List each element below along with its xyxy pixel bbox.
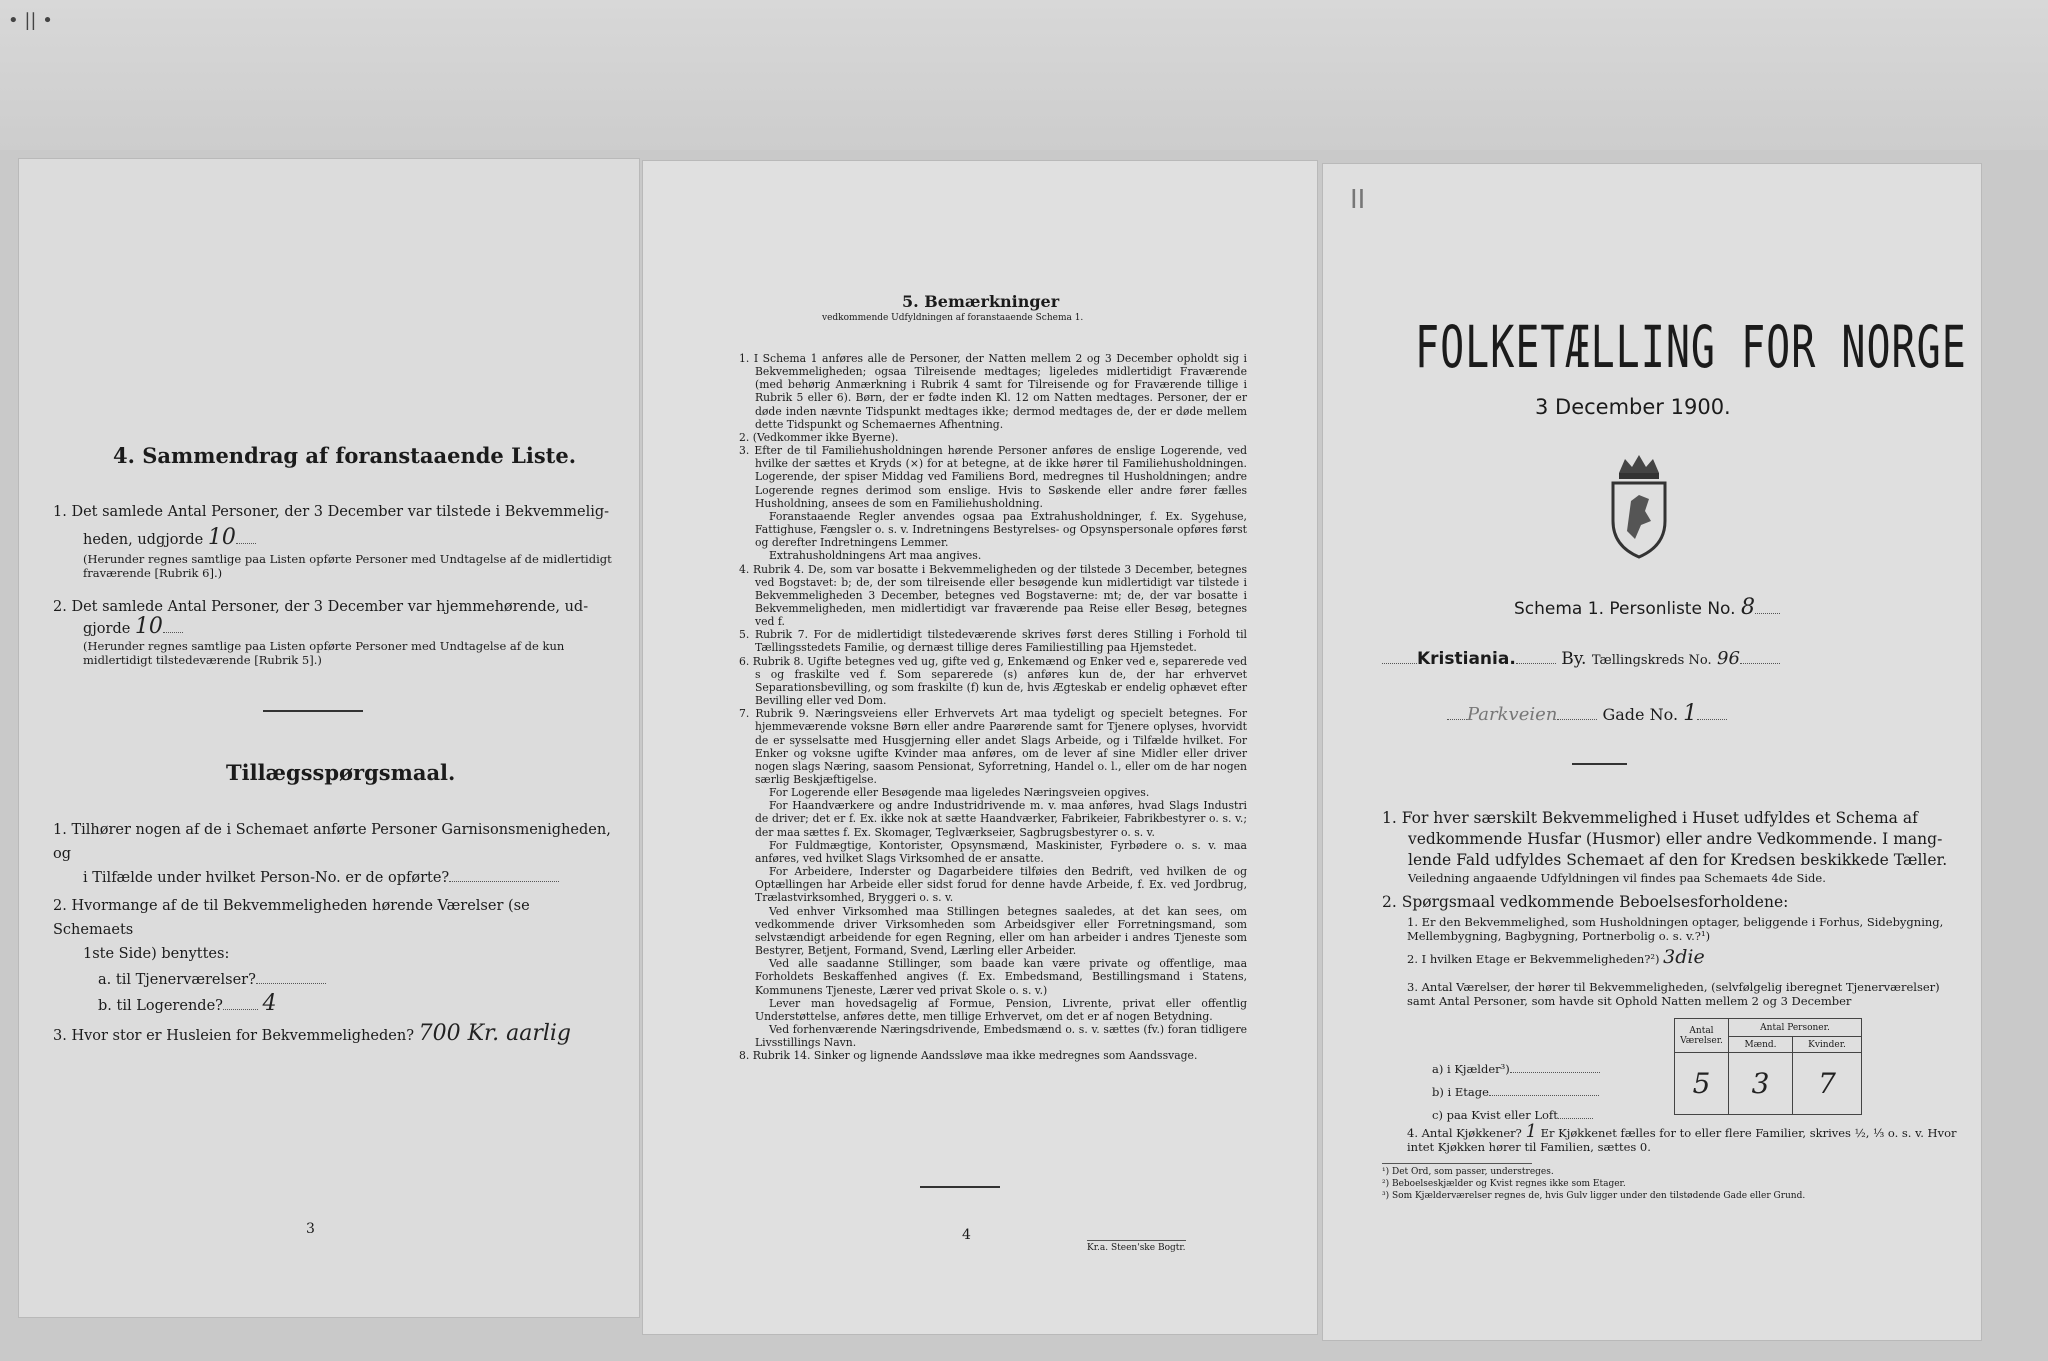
head-women: Kvinder.: [1793, 1037, 1862, 1053]
q2-value: 10: [134, 614, 163, 639]
remark-paragraph: 1. I Schema 1 anføres alle de Personer, der Natten mellem 2 og 3 December opholdt sig i Bekvemmeligheden; ogsaa Tilreisende medtages; ligeledes midlertidigt Fraværende (med behørig Anmærkning i Rubrik 4 samt for Tilreisende og for Fraværende tillige i Rubrik 5 eller 6). Børn, der er fødte inden Kl. 12 om Natten medtages. Personer, der er døde inden nævnte Tidspunkt medtages ikke; dermod medtages de, der er døde mellem dette Tidspunkt og Schemaernes Afhentning.: [739, 352, 1247, 431]
i1-line1: 1. For hver særskilt Bekvemmelighed i Huset udfyldes et Schema af: [1382, 809, 1918, 827]
remark-paragraph: Ved forhenværende Næringsdrivende, Embedsmænd o. s. v. sættes (fv.) foran tidligere Livsstillings Navn.: [755, 1022, 1247, 1050]
q1-note1: (Herunder regnes samtlige paa Listen opførte Personer med Undtagelse af de midlertidigt: [83, 552, 612, 566]
i2-4-rest: Er Kjøkkenet fælles for to eller flere Familier, skrives ½, ⅓ o. s. v. Hvor intet Kjøkken hører til Familien, sættes 0.: [1407, 1126, 1957, 1154]
q1-value: 10: [207, 525, 236, 550]
a2a: a. til Tjenerværelser?: [98, 972, 256, 988]
remark-paragraph: 8. Rubrik 14. Sinker og lignende Aandssløve maa ikke medregnes som Aandssvage.: [739, 1049, 1198, 1063]
instruction-2-1: 1. Er den Bekvemmelighed, som Husholdningen optager, beliggende i Forhus, Sidebygning, Mellembygning, Bagbygning, Portnerbolig o. s. v.?¹): [1407, 915, 1944, 943]
additional-questions: [53, 818, 613, 1048]
q1-note2: fraværende [Rubrik 6].): [83, 566, 223, 580]
divider: [1572, 763, 1627, 765]
additional-title: Tillægsspørgsmaal.: [226, 760, 456, 785]
summary-q2: [53, 598, 613, 667]
head-men: Mænd.: [1729, 1037, 1793, 1053]
schema-label: Schema 1. Personliste No.: [1514, 599, 1736, 619]
q2-note1: (Herunder regnes samtlige paa Listen opførte Personer med Undtagelse af de kun: [83, 639, 565, 653]
a2-line1: 2. Hvormange af de til Bekvemmeligheden hørende Værelser (se Schemaets: [53, 898, 530, 938]
divider: [263, 710, 363, 712]
rooms-value: 5: [1675, 1053, 1729, 1115]
remark-paragraph: 3. Efter de til Familiehusholdningen hørende Personer anføres de enslige Logerende, ved hvilke der sættes et Kryds (×) for at betegne, at de ikke hører til Familiehusholdningen. Logerende, der spiser Middag ved Familiens Bord, medregnes til Husholdningen; andre Logerende regnes derimod som enslige. Hvis to Søskende eller andre fører fælles Husholdning, ansees de som en Familiehusholdning.: [739, 444, 1247, 510]
footnote-3: ³) Som Kjælderværelser regnes de, hvis Gulv ligger under den tilstødende Gade eller Grund.: [1382, 1191, 1806, 1201]
q2-note2: midlertidigt tilstedeværende [Rubrik 5].): [83, 653, 322, 667]
a3: 3. Hvor stor er Husleien for Bekvemmeligheden?: [53, 1028, 414, 1044]
i1-line2: vedkommende Husfar (Husmor) eller andre Vedkommende. I mang-: [1408, 830, 1943, 848]
gade-label: Gade No.: [1602, 705, 1679, 724]
middle-page: [642, 160, 1318, 1335]
location-line: [1382, 648, 1952, 669]
i2-2-value: 3die: [1663, 946, 1705, 968]
women-value: 7: [1793, 1053, 1862, 1115]
corner-mark: II: [1350, 185, 1366, 215]
a3-value: 700 Kr. aarlig: [418, 1021, 572, 1046]
remark-paragraph: 4. Rubrik 4. De, som var bosatte i Bekvemmeligheden og der tilstede 3 December, betegnes ved Bogstavet: b; de, der som tilreisende eller besøgende kun midlertidigt var tilstede i Bekvemmeligheden 3 December, betegnes ved Bogstaverne: mt; de, der var bosatte i Bekvemmeligheden, men midlertidigt var fraværende paa Reise eller Besøg, betegnes ved f.: [739, 562, 1247, 629]
floor-rows: [1432, 1058, 1600, 1127]
remark-paragraph: For Haandværkere og andre Industridrivende m. v. maa anføres, hvad Slags Industri de driver; det er f. Ex. ikke nok at sætte Haandværker, Fabrikeier, Fabrikbestyrer o. s. v.; der maa sættes f. Ex. Skomager, Teglværkseier, Sagbrugsbestyrer o. s. v.: [755, 799, 1247, 839]
a2b: b. til Logerende?: [98, 998, 223, 1014]
remark-paragraph: 2. (Vedkommer ikke Byerne).: [739, 430, 899, 444]
remark-paragraph: Extrahusholdningens Art maa angives.: [769, 549, 982, 563]
remarks-list: [717, 352, 1247, 1062]
remark-paragraph: Ved enhver Virksomhed maa Stillingen betegnes saaledes, at det kan sees, om vedkommende driver Virksomheden som Arbeidsgiver eller Forretningsmand, som selvstændigt arbeidende for egen Regning, eller om han arbeider i andres Tjeneste som Bestyrer, Betjent, Formand, Svend, Lærling eller Arbeider.: [755, 904, 1247, 958]
q2-line1: 2. Det samlede Antal Personer, der 3 December var hjemmehørende, ud-: [53, 599, 589, 615]
i2-4-value: 1: [1525, 1121, 1537, 1142]
remark-paragraph: Lever man hovedsagelig af Formue, Pension, Livrente, privat eller offentlig Understøttelse, anføres dette, men tillige Erhvervet, om det er af nogen Betydning.: [755, 996, 1247, 1023]
remark-paragraph: 5. Rubrik 7. For de midlertidigt tilstedeværende skrives først deres Stilling i Forhold til Tællingsstedets Familie, og dernæst tillige deres Familiestilling paa Hjemstedet.: [739, 628, 1247, 655]
a2b-value: 4: [262, 991, 277, 1016]
remark-paragraph: 6. Rubrik 8. Ugifte betegnes ved ug, gifte ved g, Enkemænd og Enker ved e, separerede ved s og fraskilte ved f. Som separerede (s) anføres kun de, der har erhvervet Separationsbevilling, og som fraskilte (f) kun de, hvis Ægteskab er endelig ophævet efter Bevilling eller ved Dom.: [739, 654, 1247, 708]
remarks-subtitle: vedkommende Udfyldningen af foranstaaende Schema 1.: [822, 313, 1084, 323]
summary-title: 4. Sammendrag af foranstaaende Liste.: [113, 443, 577, 468]
summary-q1: [53, 503, 613, 580]
row-b: b) i Etage: [1432, 1085, 1489, 1099]
q1-line1: 1. Det samlede Antal Personer, der 3 December var tilstede i Bekvemmelig-: [53, 504, 610, 520]
rooms-persons-table: [1674, 1018, 1862, 1115]
row-c: c) paa Kvist eller Loft: [1432, 1108, 1558, 1122]
left-page: [18, 158, 640, 1318]
instruction-2-title: 2. Spørgsmaal vedkommende Beboelsesforholdene:: [1382, 893, 1789, 911]
schema-no: 8: [1740, 595, 1755, 620]
gade-no: 1: [1683, 701, 1698, 726]
schema-line: [1514, 595, 1780, 620]
street-line: [1447, 701, 1727, 726]
by-label: By.: [1561, 649, 1587, 669]
a1-line1: 1. Tilhører nogen af de i Schemaet anførte Personer Garnisonsmenigheden, og: [53, 822, 611, 862]
scanner-background: [0, 0, 2048, 150]
district-label: Tællingskreds No.: [1591, 653, 1712, 668]
printer-mark: Kr.a. Steen'ske Bogtr.: [1087, 1240, 1186, 1253]
instruction-2-3: 3. Antal Værelser, der hører til Bekvemmeligheden, (selvfølgelig iberegnet Tjenerværelser) samt Antal Personer, som havde sit Ophold Natten mellem 2 og 3 December: [1407, 980, 1940, 1008]
remark-paragraph: Ved alle saadanne Stillinger, som baade kan være private og offentlige, maa Forholdets Beskaffenhed angives (f. Ex. Embedsmand, Bestillingsmand i Statens, Kommunens Tjeneste, Lærer ved privat Skole o. s. v.): [755, 957, 1247, 997]
i2-4-label: 4. Antal Kjøkkener?: [1407, 1126, 1522, 1140]
footnotes: [1382, 1166, 1805, 1202]
footnote-1: ¹) Det Ord, som passer, understreges.: [1382, 1167, 1554, 1177]
district-no: 96: [1717, 648, 1740, 669]
footnote-rule: [1382, 1163, 1532, 1164]
city: Kristiania.: [1417, 649, 1516, 669]
scan-marks: • || •: [8, 10, 53, 31]
census-date: 3 December 1900.: [1535, 395, 1731, 419]
remarks-title: 5. Bemærkninger: [902, 292, 1060, 311]
head-rooms: Antal Værelser.: [1675, 1019, 1729, 1053]
remark-paragraph: For Fuldmægtige, Kontorister, Opsynsmænd, Maskinister, Fyrbødere o. s. v. maa anføres, ved hvilket Slags Virksomhed de er ansatte.: [755, 838, 1247, 865]
instruction-1: [1382, 808, 1962, 885]
remark-paragraph: 7. Rubrik 9. Næringsveiens eller Erhvervets Art maa tydeligt og specielt betegnes. For hjemmeværende voksne Børn eller andre Paarørende samt for Tjenere oplyses, hvorvidt de er sysselsatte med Husgjerning eller andet Slags Arbeide, og i Tilfælde hvilket. For Enker og voksne ugifte Kvinder maa anføres, om de lever af sine Midler eller driver nogen slags Næring, saasom Pensionat, Syforretning, Handel o. l., eller om de har nogen særlig Beskjæftigelse.: [739, 707, 1247, 786]
remark-paragraph: For Logerende eller Besøgende maa ligeledes Næringsveien opgives.: [769, 786, 1150, 800]
instruction-2-2: [1407, 946, 1705, 968]
row-a: a) i Kjælder³): [1432, 1062, 1510, 1076]
i1-line3: lende Fald udfyldes Schemaet af den for Kredsen beskikkede Tæller.: [1408, 851, 1948, 869]
right-page: [1322, 163, 1982, 1341]
census-title: FOLKETÆLLING FOR NORGE: [1415, 315, 1967, 382]
head-persons: Antal Personer.: [1729, 1019, 1862, 1037]
q2-line2: gjorde: [83, 621, 131, 637]
divider: [920, 1186, 1000, 1188]
page-number: 4: [962, 1227, 971, 1243]
footnote-2: ²) Beboelseskjælder og Kvist regnes ikke som Etager.: [1382, 1179, 1626, 1189]
street: Parkveien: [1467, 704, 1558, 725]
remark-paragraph: For Arbeidere, Inderster og Dagarbeidere tilføies den Bedrift, ved hvilken de og Optællingen har Arbeide eller sidst forud for denne havde Arbeide, f. Ex. ved Jordbrug, Trælastvirksomhed, Bryggeri o. s. v.: [755, 865, 1247, 905]
page-number: 3: [306, 1221, 315, 1237]
men-value: 3: [1729, 1053, 1793, 1115]
a2-line2: 1ste Side) benyttes:: [83, 946, 230, 962]
instruction-2-4: [1407, 1121, 1962, 1154]
a1-line2: i Tilfælde under hvilket Person-No. er de opførte?: [83, 870, 450, 886]
i1-note: Veiledning angaaende Udfyldningen vil findes paa Schemaets 4de Side.: [1408, 871, 1826, 885]
remark-paragraph: Foranstaaende Regler anvendes ogsaa paa Extrahusholdninger, f. Ex. Sygehuse, Fattighuse, Fængsler o. s. v. Indretningens Bestyrelses- og Opsynspersonale opføres først og derefter Indretningens Lemmer.: [755, 509, 1247, 550]
i2-2-label: 2. I hvilken Etage er Bekvemmeligheden?²): [1407, 952, 1660, 966]
coat-of-arms-icon: [1605, 451, 1673, 561]
q1-line2: heden, udgjorde: [83, 532, 204, 548]
